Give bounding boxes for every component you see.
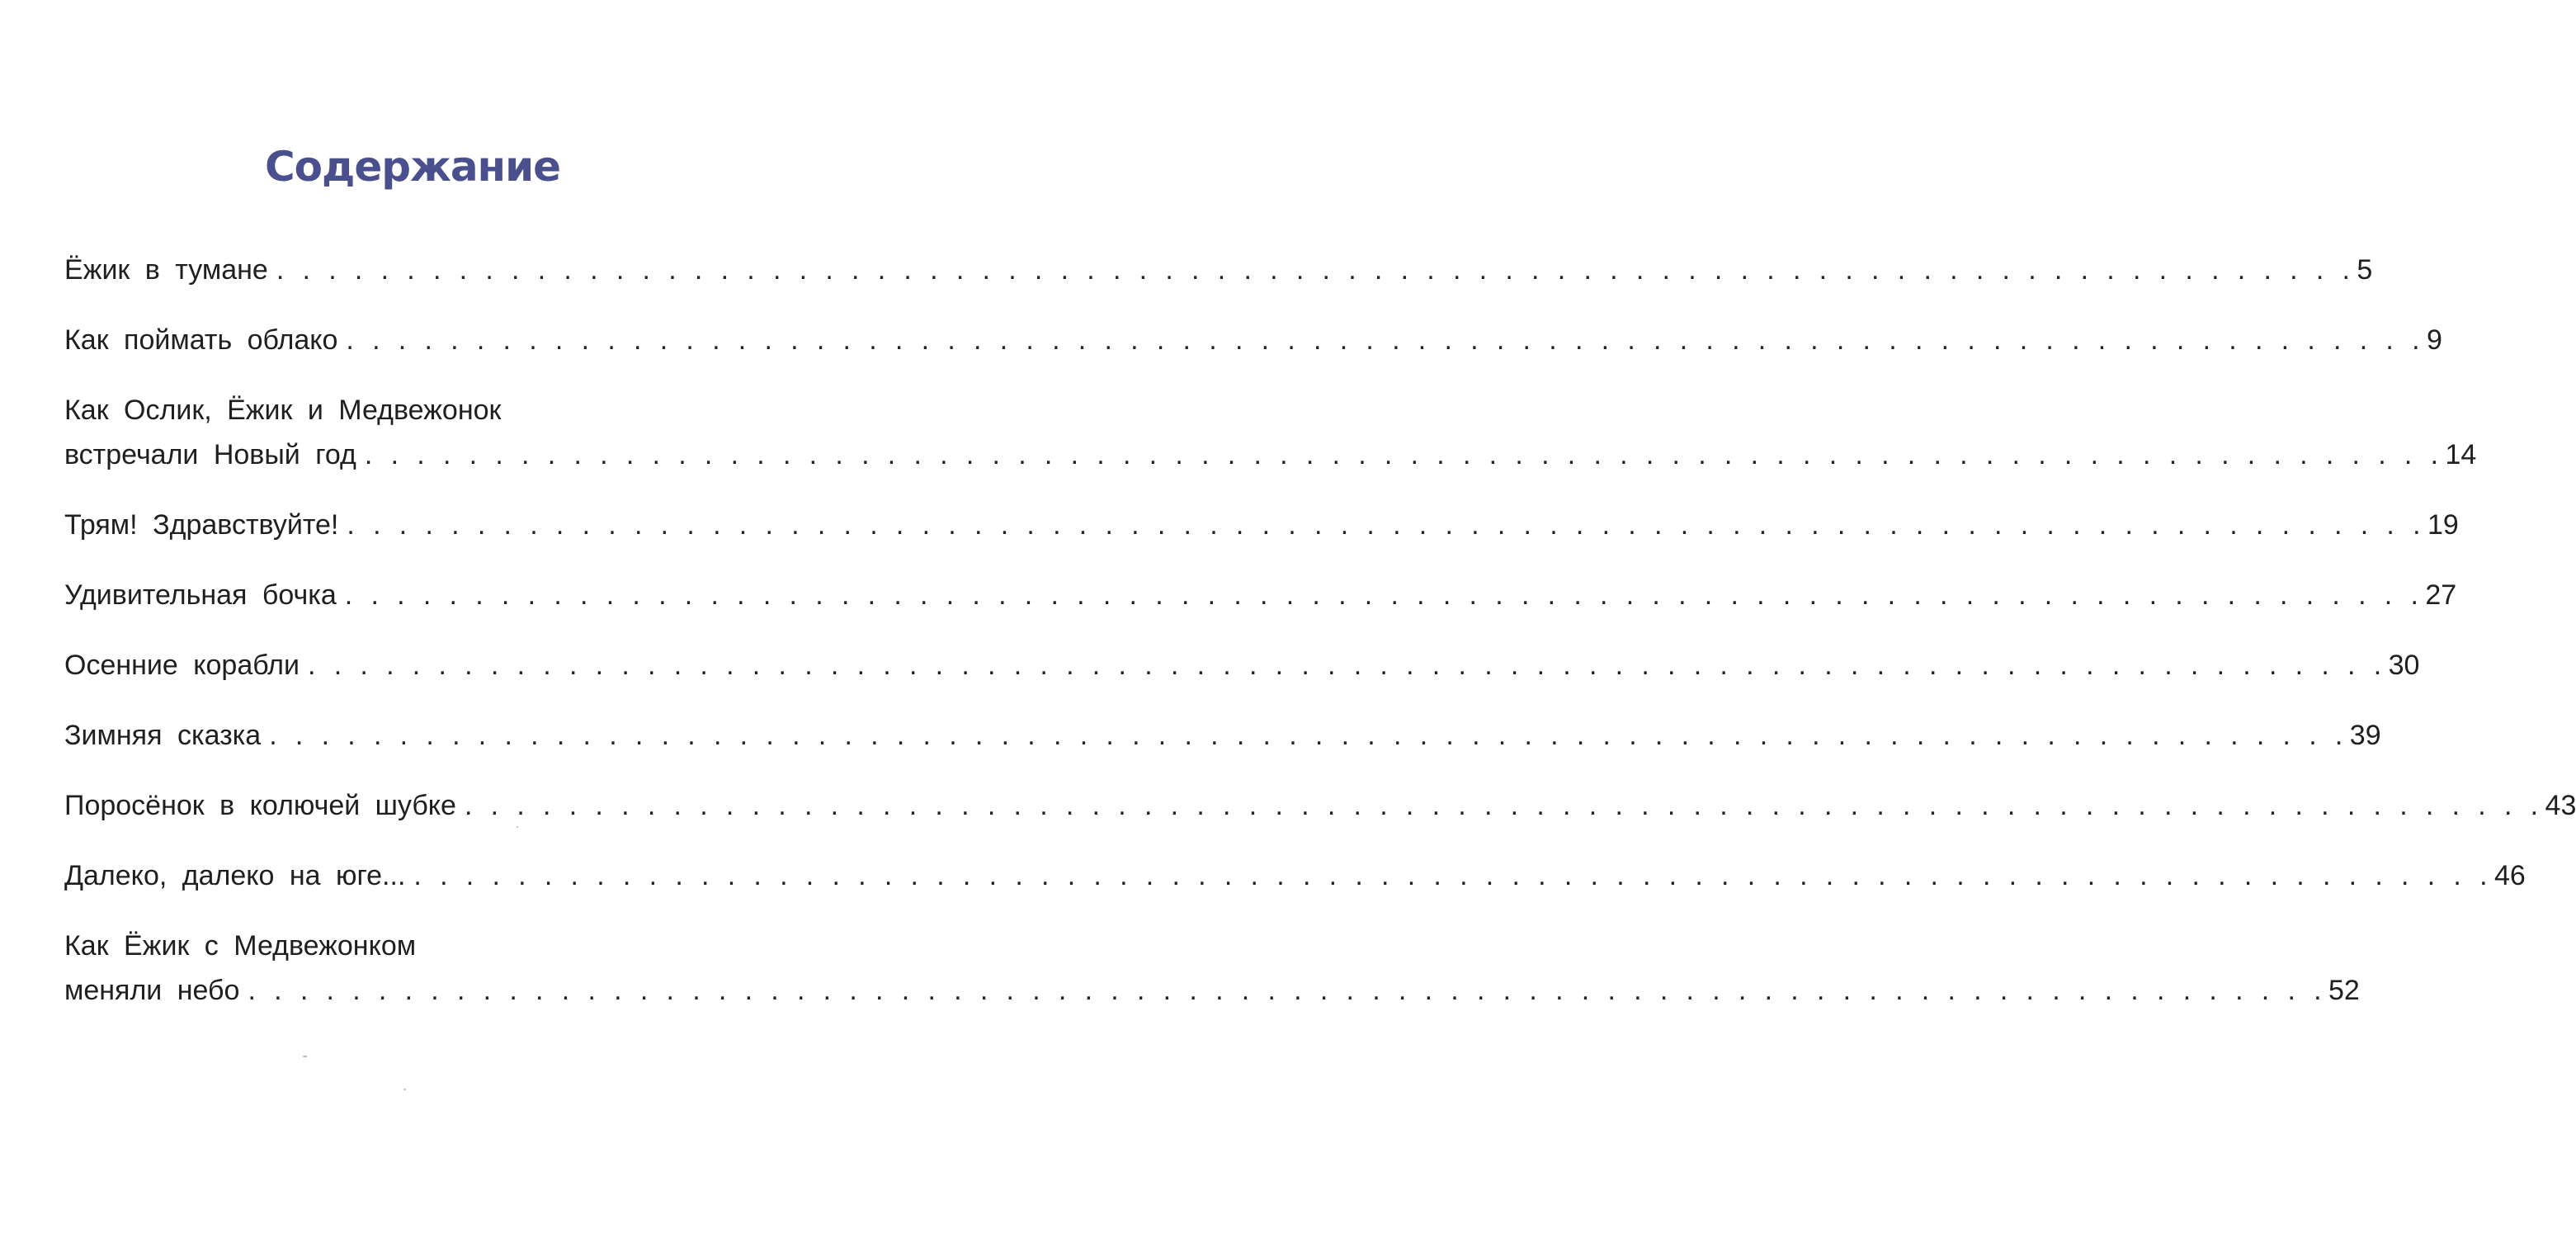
toc-entry-line-last <box>64 968 2360 1013</box>
dot-leader: . . . . . . . . . . . . . . . . . . . . . . . . . . . . . . . . . . . . . . . . . . . . . . . . . . . . . . . . . . . . . . . . . . . . . . . . . . . . . . . . <box>413 860 2493 891</box>
toc-entry-line-last <box>64 503 2459 547</box>
toc-entry <box>64 853 2526 898</box>
toc-entry-title: Как поймать облако <box>64 324 338 356</box>
toc-entry-title: Ёжик в тумане <box>64 254 268 286</box>
print-speck <box>517 826 518 828</box>
toc-page-number: 52 <box>2328 975 2360 1006</box>
toc-page-number: 5 <box>2357 254 2373 286</box>
dot-leader: . . . . . . . . . . . . . . . . . . . . . . . . . . . . . . . . . . . . . . . . . . . . . . . . . . . . . . . . . . . . . . . . . . . . . . . . . . . . . . . . <box>269 720 2348 751</box>
toc-entry-title: Как Ёжик с Медвежонком <box>64 930 417 962</box>
toc-entry-title: Далеко, далеко на юге... <box>64 860 406 891</box>
toc-entry-title: Зимняя сказка <box>64 720 262 751</box>
print-speck <box>403 1089 406 1090</box>
toc-entry-title: Удивительная бочка <box>64 579 337 611</box>
table-of-contents <box>64 248 2576 1038</box>
toc-entry <box>64 713 2381 758</box>
dot-leader: . . . . . . . . . . . . . . . . . . . . . . . . . . . . . . . . . . . . . . . . . . . . . . . . . . . . . . . . . . . . . . . . . . . . . . . . . . . . . . . . <box>308 650 2387 681</box>
toc-entry-title: Как Ослик, Ёжик и Медвежонок <box>64 395 502 426</box>
toc-entry <box>64 783 2576 828</box>
toc-entry-line <box>64 388 734 432</box>
toc-page-number: 39 <box>2349 720 2381 751</box>
toc-entry-title: Осенние корабли <box>64 650 300 681</box>
toc-entry-line-last <box>64 783 2576 828</box>
toc-entry-line <box>64 924 734 968</box>
toc-page-number: 19 <box>2427 509 2459 541</box>
dot-leader: . . . . . . . . . . . . . . . . . . . . . . . . . . . . . . . . . . . . . . . . . . . . . . . . . . . . . . . . . . . . . . . . . . . . . . . . . . . . . . . . <box>464 790 2544 821</box>
toc-entry-line-last <box>64 573 2457 617</box>
dot-leader: . . . . . . . . . . . . . . . . . . . . . . . . . . . . . . . . . . . . . . . . . . . . . . . . . . . . . . . . . . . . . . . . . . . . . . . . . . . . . . . . <box>276 254 2356 286</box>
toc-page-number: 14 <box>2445 439 2477 470</box>
toc-entry <box>64 643 2420 688</box>
toc-entry-title: Поросёнок в колючей шубке <box>64 790 456 821</box>
dot-leader: . . . . . . . . . . . . . . . . . . . . . . . . . . . . . . . . . . . . . . . . . . . . . . . . . . . . . . . . . . . . . . . . . . . . . . . . . . . . . . . . <box>344 579 2424 611</box>
toc-entry-line-last <box>64 432 2477 477</box>
dot-leader: . . . . . . . . . . . . . . . . . . . . . . . . . . . . . . . . . . . . . . . . . . . . . . . . . . . . . . . . . . . . . . . . . . . . . . . . . . . . . . . . <box>346 324 2425 356</box>
dot-leader: . . . . . . . . . . . . . . . . . . . . . . . . . . . . . . . . . . . . . . . . . . . . . . . . . . . . . . . . . . . . . . . . . . . . . . . . . . . . . . . . <box>248 975 2327 1006</box>
toc-entry <box>64 924 2360 1013</box>
toc-entry <box>64 573 2457 617</box>
toc-entry <box>64 503 2459 547</box>
toc-entry-line-last <box>64 713 2381 758</box>
dot-leader: . . . . . . . . . . . . . . . . . . . . . . . . . . . . . . . . . . . . . . . . . . . . . . . . . . . . . . . . . . . . . . . . . . . . . . . . . . . . . . . . <box>364 439 2444 470</box>
toc-entry <box>64 318 2442 362</box>
print-speck <box>303 1056 307 1057</box>
toc-entry-line-last <box>64 853 2526 898</box>
toc-entry <box>64 248 2373 292</box>
toc-entry-line-last <box>64 248 2373 292</box>
toc-entry <box>64 388 2477 477</box>
dot-leader: . . . . . . . . . . . . . . . . . . . . . . . . . . . . . . . . . . . . . . . . . . . . . . . . . . . . . . . . . . . . . . . . . . . . . . . . . . . . . . . . <box>347 509 2426 541</box>
toc-entry-title: Трям! Здравствуйте! <box>64 509 339 541</box>
toc-page-number: 43 <box>2545 790 2576 821</box>
toc-page-number: 30 <box>2388 650 2420 681</box>
toc-entry-title: встречали Новый год <box>64 439 356 470</box>
toc-entry-title: меняли небо <box>64 975 240 1006</box>
toc-entry-line-last <box>64 318 2442 362</box>
toc-page-number: 27 <box>2425 579 2457 611</box>
toc-page-number: 9 <box>2426 324 2442 356</box>
toc-entry-line-last <box>64 643 2420 688</box>
page-title: Содержание <box>264 142 561 191</box>
toc-page-number: 46 <box>2493 860 2526 891</box>
